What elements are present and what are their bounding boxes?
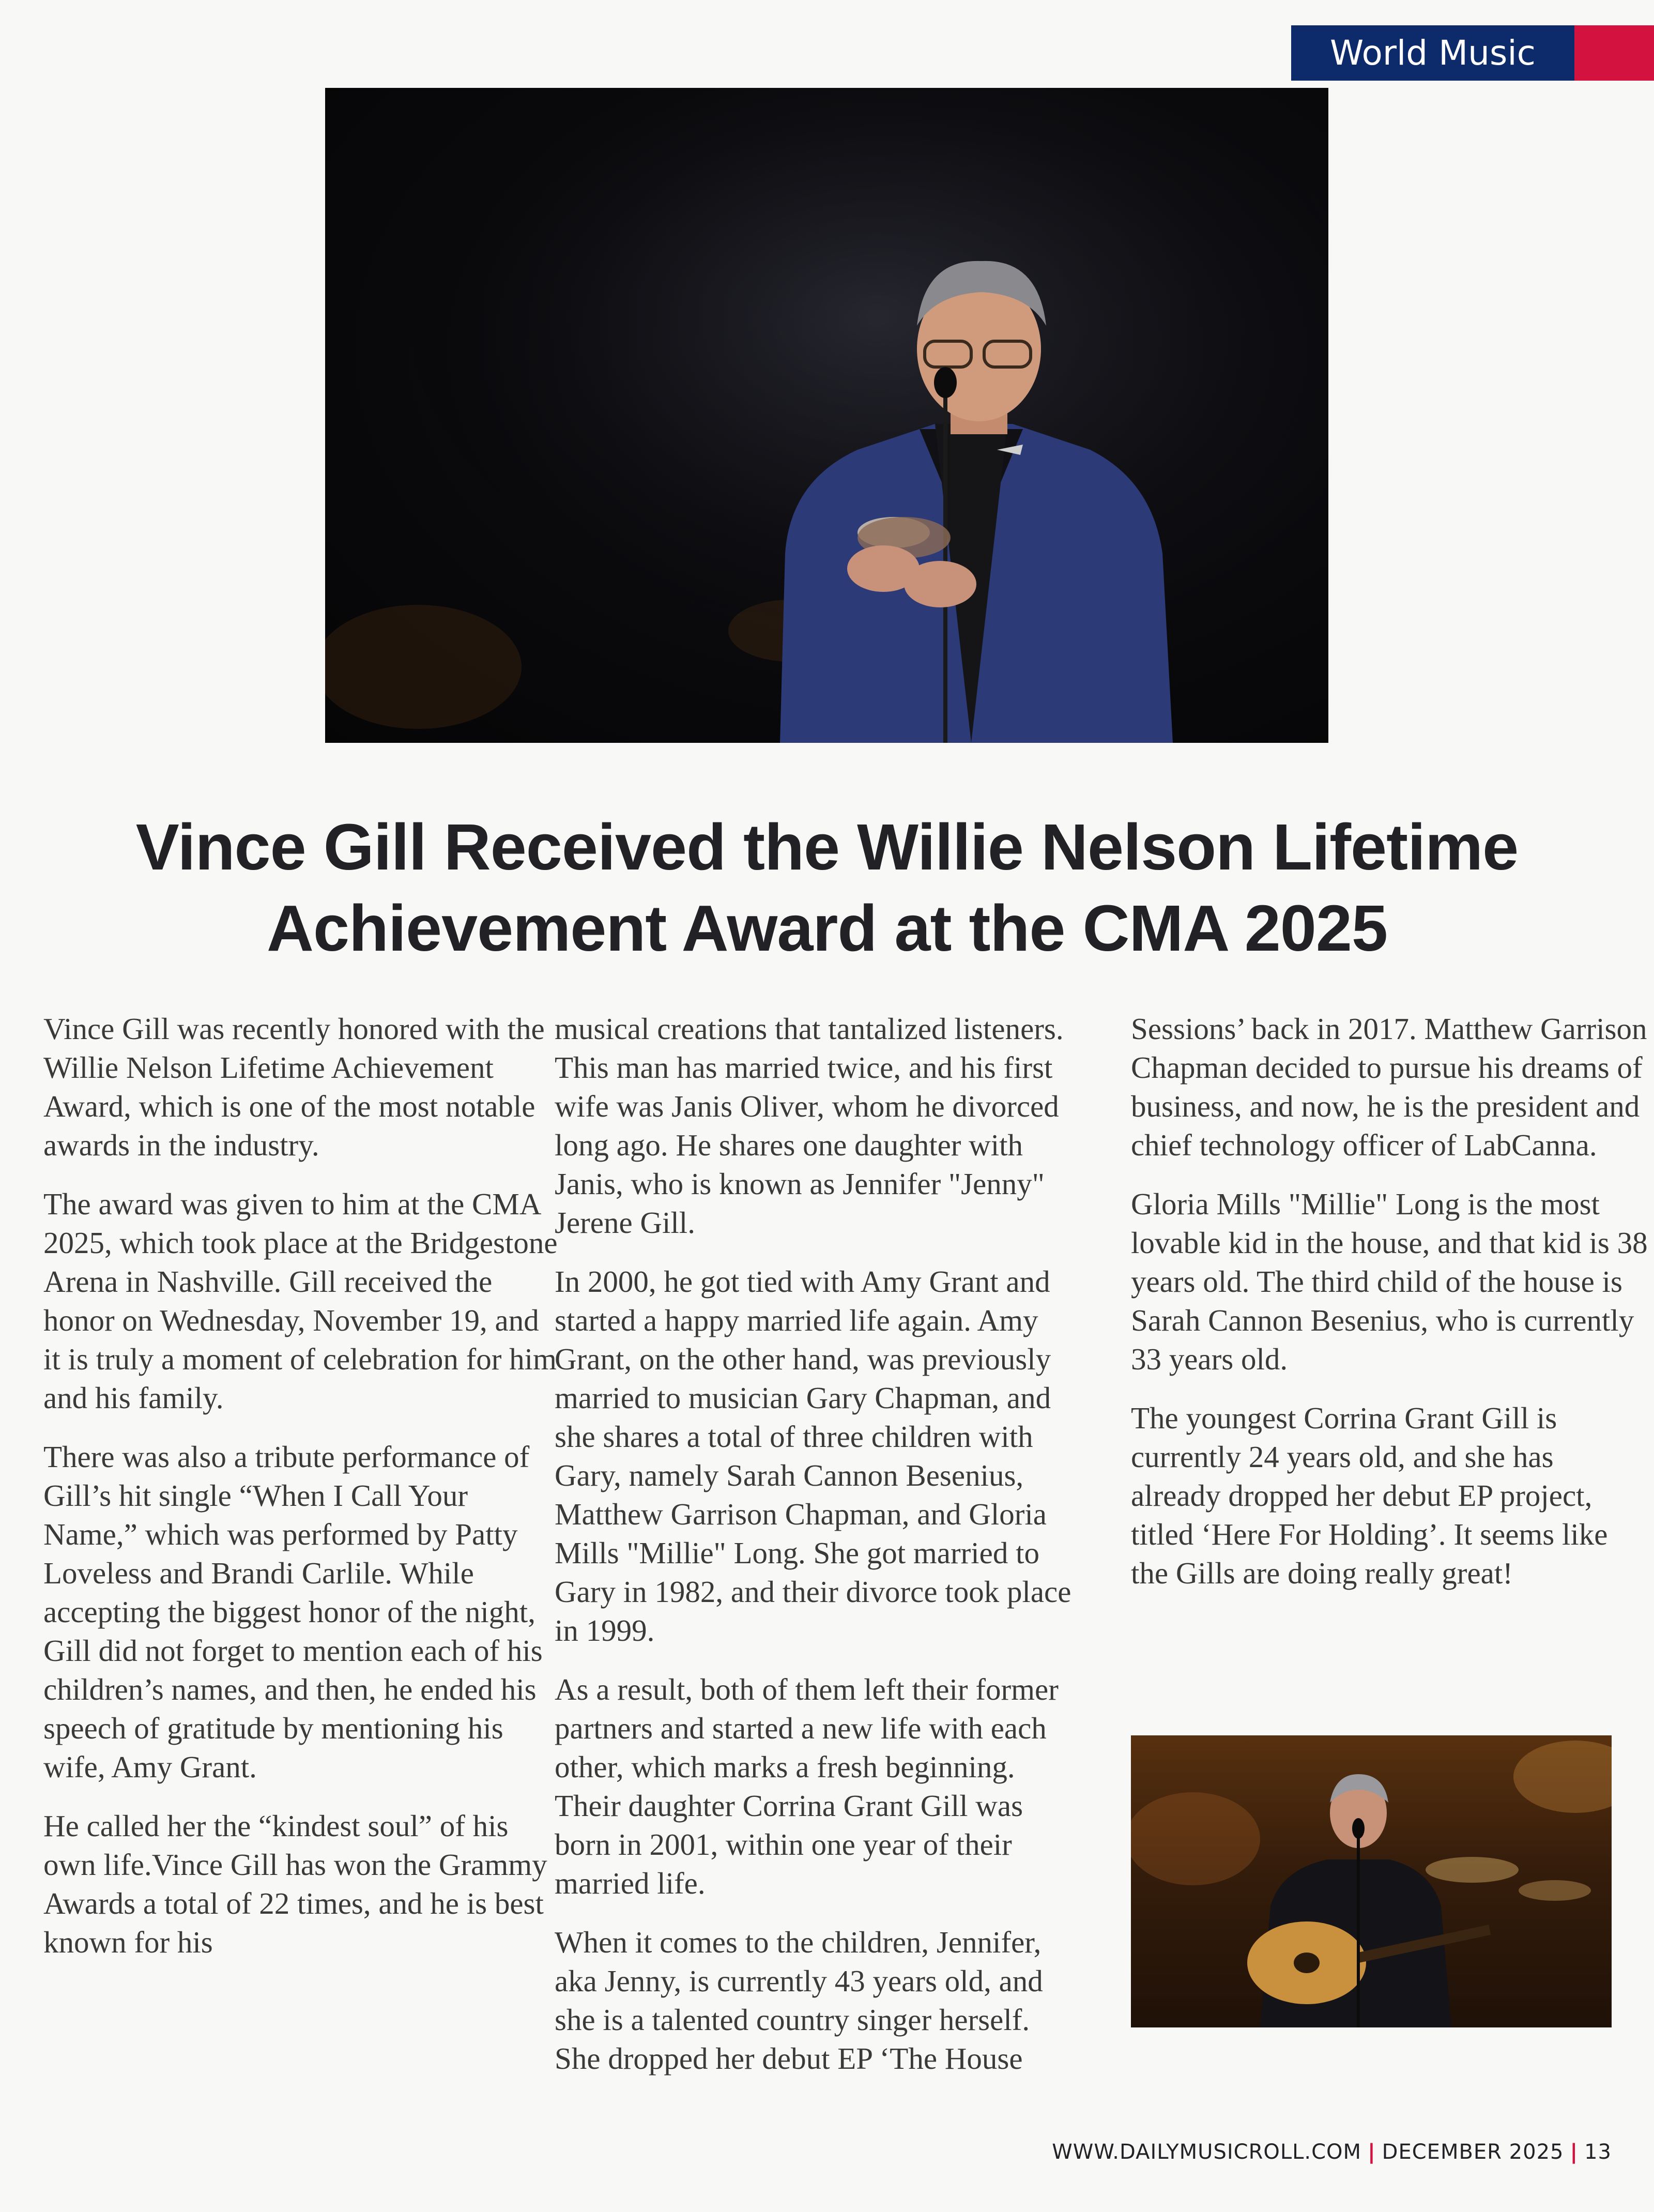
- section-tag: [1291, 25, 1654, 81]
- paragraph: The youngest Corrina Grant Gill is currently 24 years old, and she has already dropped her debut EP project, titled ‘Here For Holding’. It seems like the Gills are doing really great!: [1131, 1401, 1608, 1590]
- section-accent: [1574, 25, 1654, 81]
- footer-separator: |: [1570, 2140, 1579, 2164]
- inset-photo: [1131, 1735, 1612, 2027]
- paragraph: musical creations that tantalized listeners. This man has married twice, and his first wife was Janis Oliver, whom he divorced long ago. He shares one daughter with Janis, who is known as Jennifer "Jenny" Jerene Gill.: [555, 1012, 1064, 1240]
- article-column-1: [43, 1010, 560, 1982]
- footer-date: DECEMBER 2025: [1382, 2140, 1564, 2164]
- paragraph: Vince Gill was recently honored with the Willie Nelson Lifetime Achievement Award, which is one of the most notable awards in the industry.: [43, 1012, 545, 1162]
- footer-separator: |: [1368, 2140, 1376, 2164]
- paragraph: Gloria Mills "Millie" Long is the most lovable kid in the house, and that kid is 38 years old. The third child of the house is Sarah Cannon Besenius, who is currently 33 years old.: [1131, 1187, 1648, 1376]
- paragraph: Sessions’ back in 2017. Matthew Garrison Chapman decided to pursue his dreams of business, and now, he is the president and chief technology officer of LabCanna.: [1131, 1012, 1647, 1162]
- article-headline: Vince Gill Received the Willie Nelson Lifetime Achievement Award at the CMA 2025: [135, 811, 1519, 965]
- paragraph: The award was given to him at the CMA 2025, which took place at the Bridgestone Arena in Nashville. Gill received the honor on Wednesday, November 19, and it is truly a moment of celebration for him and his family.: [43, 1187, 558, 1415]
- paragraph: As a result, both of them left their former partners and started a new life with each other, which marks a fresh beginning. Their daughter Corrina Grant Gill was born in 2001, within one year of their married life.: [555, 1672, 1059, 1900]
- paragraph: There was also a tribute performance of Gill’s hit single “When I Call Your Name,” which was performed by Patty Loveless and Brandi Carlile. While accepting the biggest honor of the night, Gill did not forget to mention each of his children’s names, and then, he ended his speech of gratitude by mentioning his wife, Amy Grant.: [43, 1440, 543, 1784]
- paragraph: When it comes to the children, Jennifer, aka Jenny, is currently 43 years old, and she is a talented country singer herself. She dropped her debut EP ‘The House: [555, 1925, 1043, 2076]
- footer-website: WWW.DAILYMUSICROLL.COM: [1052, 2140, 1362, 2164]
- article-column-3: [1131, 1010, 1648, 1613]
- paragraph: He called her the “kindest soul” of his own life.Vince Gill has won the Grammy Awards a total of 22 times, and he is best known for his: [43, 1809, 547, 1959]
- paragraph: In 2000, he got tied with Amy Grant and started a happy married life again. Amy Grant, on the other hand, was previously married to musician Gary Chapman, and she shares a total of three children with Gary, namely Sarah Cannon Besenius, Matthew Garrison Chapman, and Gloria Mills "Millie" Long. She got married to Gary in 1982, and their divorce took place in 1999.: [555, 1264, 1071, 1647]
- page-footer: [1052, 2140, 1612, 2164]
- article-column-2: [555, 1010, 1071, 2098]
- section-label: World Music: [1291, 25, 1574, 81]
- page-number: 13: [1584, 2140, 1612, 2164]
- hero-photo: [325, 88, 1328, 743]
